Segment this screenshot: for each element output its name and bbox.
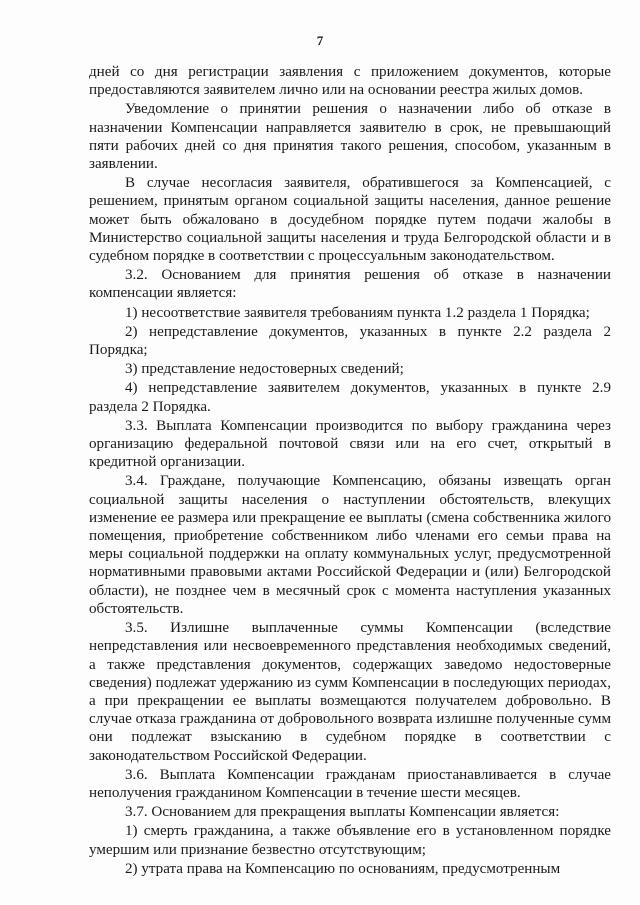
paragraph-continuation: дней со дня регистрации заявления с приложением документов, которые предоставляются заявителем лично или на основании реестра жилых домов.	[89, 64, 611, 99]
paragraph-3-2: 3.2. Основанием для принятия решения об отказе в назначении компенсации является:	[89, 267, 611, 302]
list-item-termination-2: 2) утрата права на Компенсацию по основаниям, предусмотренным	[125, 860, 561, 877]
paragraph-3-3: 3.3. Выплата Компенсации производится по выбору гражданина через организацию федеральной почтовой связи или на его счет, открытый в кредитной организации.	[89, 417, 611, 471]
paragraph-3-4: 3.4. Граждане, получающие Компенсацию, обязаны извещать орган социальной защиты населения о наступлении обстоятельств, влекущих изменение ее размера или прекращение ее выплаты (смена собственника жилого помещения, приобретение собственником либо членами его семьи права на меры социальной поддержки на оплату коммунальных услуг, предусмотренной нормативными правовыми актами Российской Федерации и (или) Белгородской области), не позднее чем в месячный срок с момента наступления указанных обстоятельств.	[89, 473, 611, 617]
paragraph-notification: Уведомление о принятии решения о назначении либо об отказе в назначении Компенсации направляется заявителю в срок, не превышающий пяти рабочих дней со дня принятия такого решения, способом, указанным в заявлении.	[89, 101, 611, 173]
list-item-refusal-4: 4) непредставление заявителем документов, указанных в пункте 2.9 раздела 2 Порядка.	[89, 380, 611, 415]
paragraph-appeal: В случае несогласия заявителя, обратившегося за Компенсацией, с решением, принятым органом социальной защиты населения, данное решение может быть обжаловано в досудебном порядке путем подачи жалобы в Министерство социальной защиты населения и труда Белгородской области и в судебном порядке в соответствии с процессуальным законодательством.	[89, 175, 611, 265]
list-item-termination-1: 1) смерть гражданина, а также объявление его в установленном порядке умершим или признание безвестно отсутствующим;	[89, 823, 611, 858]
paragraph-3-5: 3.5. Излишне выплаченные суммы Компенсации (вследствие непредставления или несвоевременного представления необходимых сведений, а также представления документов, содержащих заведомо недостоверные сведения) подлежат удержанию из сумм Компенсации в последующих периодах, а при прекращении ее выплаты возмещаются получателем добровольно. В случае отказа гражданина от добровольного возврата излишне полученные сумм они подлежат взысканию в судебном порядке в соответствии с законодательством Российской Федерации.	[89, 620, 611, 764]
paragraph-3-6: 3.6. Выплата Компенсации гражданам приостанавливается в случае неполучения гражданином Компенсации в течение шести месяцев.	[89, 766, 611, 801]
paragraph-3-7: 3.7. Основанием для прекращения выплаты Компенсации является:	[125, 804, 560, 821]
list-item-refusal-3: 3) представление недостоверных сведений;	[125, 361, 404, 378]
document-body	[89, 63, 611, 879]
page-number: 7	[316, 33, 324, 48]
list-item-refusal-1: 1) несоответствие заявителя требованиям пункта 1.2 раздела 1 Порядка;	[125, 304, 590, 321]
list-item-refusal-2: 2) непредставление документов, указанных в пункте 2.2 раздела 2 Порядка;	[89, 323, 611, 359]
